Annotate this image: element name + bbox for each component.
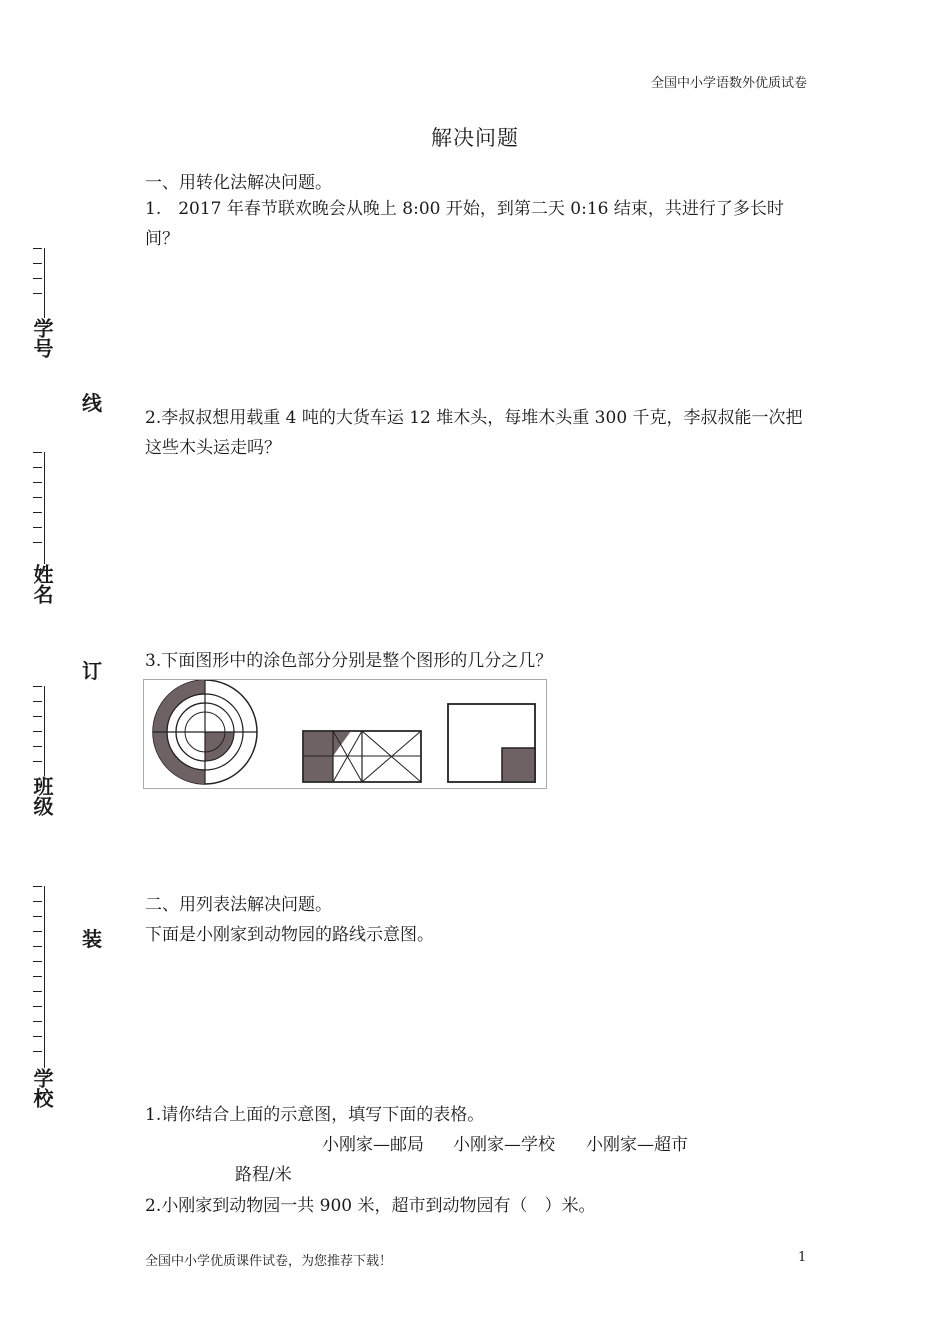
binding-dash-line	[33, 686, 45, 776]
section2-intro: 下面是小刚家到动物园的路线示意图。	[145, 925, 434, 945]
question-1-3: 3.下面图形中的涂色部分分别是整个图形的几分之几？	[145, 651, 553, 671]
square-figure	[448, 704, 535, 782]
line-label: 线	[82, 391, 102, 415]
table-row-label: 路程/米	[235, 1165, 292, 1185]
binding-dash-line	[33, 248, 45, 318]
table-header-supermarket: 小刚家—超市	[586, 1135, 688, 1155]
footer-text: 全国中小学优质课件试卷，为您推荐下载！	[145, 1254, 393, 1269]
question-2-1: 1.请你结合上面的示意图，填写下面的表格。	[145, 1105, 485, 1125]
fraction-figures	[143, 679, 547, 789]
page-title: 解决问题	[431, 126, 519, 150]
student-id-label: 学号	[30, 318, 54, 358]
school-label: 学校	[30, 1068, 54, 1108]
binding-dash-line	[33, 452, 45, 564]
question-2-2: 2.小刚家到动物园一共 900 米，超市到动物园有（ ）米。	[145, 1196, 596, 1216]
question-1-1: 1. 2017 年春节联欢晚会从晚上 8:00 开始，到第二天 0:16 结束，共进行了多长时间？	[145, 199, 784, 249]
section2-heading: 二、用列表法解决问题。	[145, 895, 332, 915]
binding-dash-line	[33, 886, 45, 1068]
pack-label: 装	[82, 927, 102, 951]
rectangle-figure	[303, 731, 421, 782]
section1-heading: 一、用转化法解决问题。	[145, 173, 332, 193]
bind-label: 订	[82, 659, 102, 683]
table-header-school: 小刚家—学校	[453, 1135, 555, 1155]
fraction-figures-svg	[144, 680, 546, 788]
name-label: 姓名	[30, 564, 54, 604]
circle-figure	[153, 680, 257, 784]
question-1-2: 2.李叔叔想用载重 4 吨的大货车运 12 堆木头，每堆木头重 300 千克，李叔叔能一次把这些木头运走吗？	[145, 408, 803, 458]
class-label: 班级	[30, 776, 54, 816]
table-header-post-office: 小刚家—邮局	[322, 1135, 424, 1155]
page-number: 1	[798, 1250, 807, 1265]
header-title: 全国中小学语数外优质试卷	[650, 76, 807, 91]
